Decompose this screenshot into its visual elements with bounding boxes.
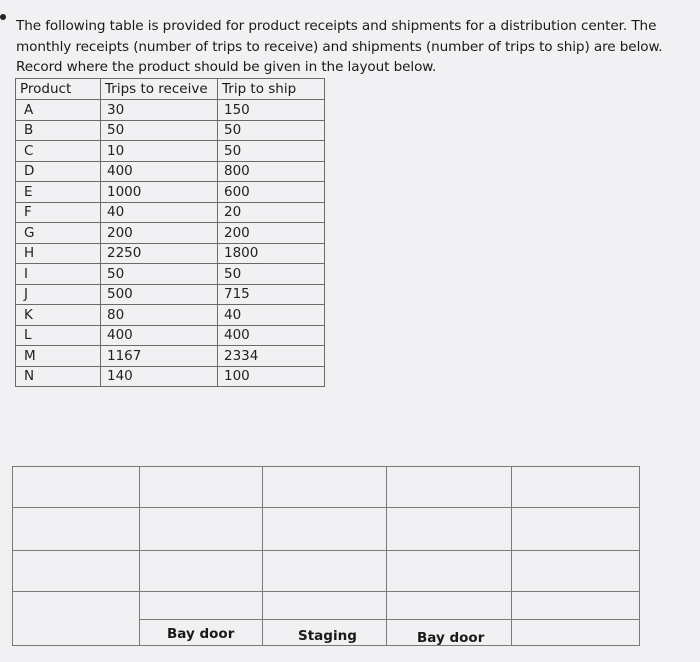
trip-to-ship-cell: 50 [218, 141, 325, 162]
product-cell: E [16, 182, 101, 203]
table-row [16, 284, 325, 305]
product-cell: L [16, 325, 101, 346]
table-row [16, 243, 325, 264]
table-row [16, 161, 325, 182]
layout-cell[interactable] [263, 467, 386, 507]
header-trip-to-ship: Trip to ship [218, 79, 325, 100]
trip-to-ship-cell: 2334 [218, 346, 325, 367]
table-body [16, 100, 325, 387]
table-row [16, 141, 325, 162]
header-trips-to-receive: Trips to receive [101, 79, 218, 100]
trip-to-ship-cell: 400 [218, 325, 325, 346]
trip-to-ship-cell: 20 [218, 202, 325, 223]
instructions-line-1: The following table is provided for product receipts and shipments for a distribution center. The [16, 18, 657, 34]
trip-to-ship-cell: 715 [218, 284, 325, 305]
product-cell: N [16, 366, 101, 387]
layout-row-divider [139, 619, 639, 620]
layout-cell[interactable] [512, 508, 639, 550]
layout-cell[interactable] [512, 551, 639, 591]
product-cell: H [16, 243, 101, 264]
bay-door-label-left: Bay door [167, 626, 235, 642]
table-row [16, 202, 325, 223]
layout-cell[interactable] [263, 508, 386, 550]
instructions-line-2: monthly receipts (number of trips to receive) and shipments (number of trips to ship) are below. [16, 38, 663, 55]
trip-to-ship-cell: 50 [218, 120, 325, 141]
product-cell: B [16, 120, 101, 141]
trips-to-receive-cell: 200 [101, 223, 218, 244]
trips-to-receive-cell: 500 [101, 284, 218, 305]
table-row [16, 366, 325, 387]
layout-cell[interactable] [140, 467, 262, 507]
trips-to-receive-cell: 30 [101, 100, 218, 121]
table-row [16, 325, 325, 346]
table-row [16, 100, 325, 121]
trip-to-ship-cell: 40 [218, 305, 325, 326]
trips-to-receive-cell: 40 [101, 202, 218, 223]
trip-to-ship-cell: 1800 [218, 243, 325, 264]
trips-to-receive-cell: 80 [101, 305, 218, 326]
table-row [16, 264, 325, 285]
product-cell: F [16, 202, 101, 223]
trip-to-ship-cell: 200 [218, 223, 325, 244]
product-cell: I [16, 264, 101, 285]
bullet-marker [0, 14, 6, 20]
trip-to-ship-cell: 50 [218, 264, 325, 285]
trips-to-receive-cell: 50 [101, 264, 218, 285]
trips-to-receive-cell: 400 [101, 325, 218, 346]
staging-label: Staging [298, 628, 357, 644]
table-row [16, 182, 325, 203]
trips-to-receive-cell: 50 [101, 120, 218, 141]
product-cell: G [16, 223, 101, 244]
trips-to-receive-cell: 2250 [101, 243, 218, 264]
trip-to-ship-cell: 600 [218, 182, 325, 203]
trips-to-receive-cell: 10 [101, 141, 218, 162]
product-cell: J [16, 284, 101, 305]
trips-to-receive-cell: 1000 [101, 182, 218, 203]
trips-to-receive-cell: 400 [101, 161, 218, 182]
layout-cell[interactable] [140, 551, 262, 591]
layout-cell[interactable] [263, 551, 386, 591]
trips-to-receive-cell: 140 [101, 366, 218, 387]
layout-cell[interactable] [387, 508, 511, 550]
product-cell: C [16, 141, 101, 162]
product-cell: K [16, 305, 101, 326]
table-row [16, 305, 325, 326]
facility-layout-grid [12, 466, 640, 646]
product-cell: D [16, 161, 101, 182]
trips-to-receive-cell: 1167 [101, 346, 218, 367]
bay-door-label-right: Bay door [417, 630, 485, 646]
instructions-line-3: Record where the product should be given in the layout below. [16, 59, 437, 75]
table-row [16, 346, 325, 367]
table-row [16, 223, 325, 244]
instructions-text [16, 16, 686, 78]
layout-cell[interactable] [512, 467, 639, 507]
trip-to-ship-cell: 800 [218, 161, 325, 182]
table-row [16, 120, 325, 141]
product-cell: M [16, 346, 101, 367]
trip-to-ship-cell: 150 [218, 100, 325, 121]
layout-cell[interactable] [387, 467, 511, 507]
table-header-row [16, 79, 325, 100]
layout-cell[interactable] [387, 551, 511, 591]
receipts-shipments-table [15, 78, 325, 387]
trip-to-ship-cell: 100 [218, 366, 325, 387]
layout-cell[interactable] [140, 508, 262, 550]
layout-cell[interactable] [13, 467, 139, 645]
header-product: Product [16, 79, 101, 100]
product-cell: A [16, 100, 101, 121]
